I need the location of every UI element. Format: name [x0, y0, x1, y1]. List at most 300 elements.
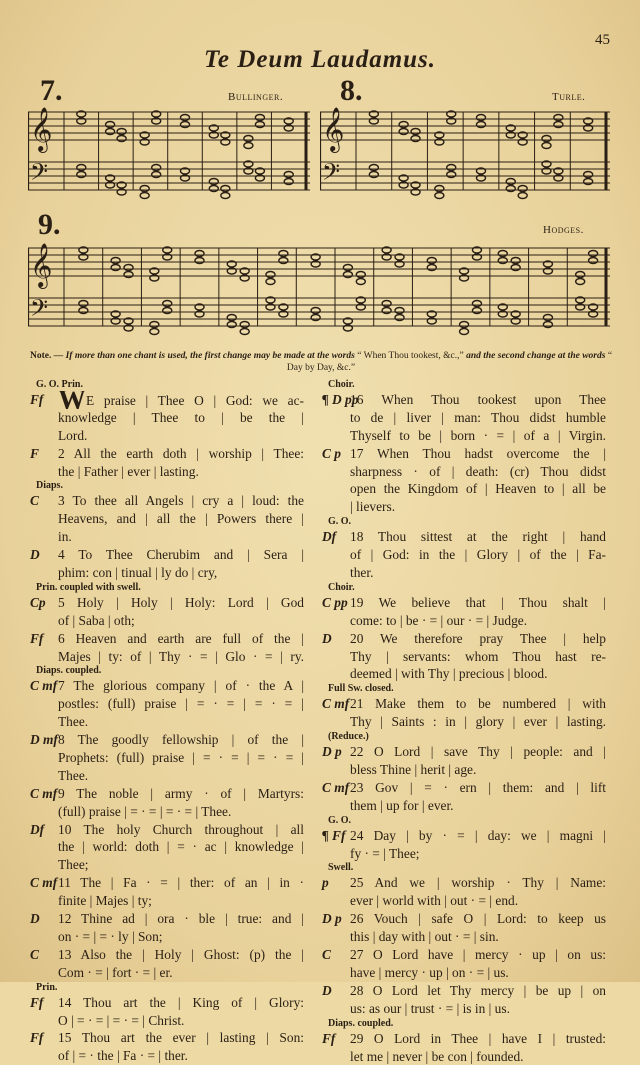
verse-text: let me | never | be con | founded. [350, 1048, 606, 1065]
dynamic-marking [322, 427, 350, 445]
verse-line [322, 761, 606, 779]
verse-line [322, 409, 606, 427]
verse-line [30, 510, 304, 528]
verse-line [322, 1030, 606, 1048]
note-head [511, 258, 520, 264]
note-head [576, 272, 585, 278]
verse-line [30, 821, 304, 839]
verse-line [322, 928, 606, 946]
verse-line [30, 731, 304, 749]
note-head [152, 165, 161, 171]
verse-text: Thee. [58, 713, 304, 731]
note-head [79, 308, 88, 314]
verse-text: the | world: doth | = · ac | knowledge | [58, 838, 304, 856]
note-head [369, 172, 378, 178]
verse-text: (full) praise | = · = | = · = | Thee. [58, 803, 304, 821]
verse-line [30, 546, 304, 564]
treble-clef-icon: 𝄞 [322, 107, 344, 153]
dynamic-marking: Ff [30, 391, 58, 409]
performance-direction: Diaps. coupled. [322, 1018, 606, 1030]
note-head [576, 279, 585, 285]
verse-line [322, 845, 606, 863]
note-head [542, 143, 551, 149]
verse-line [30, 1029, 304, 1047]
dynamic-marking: Cp [30, 594, 58, 612]
dynamic-marking: Ff [30, 630, 58, 648]
verse-line [30, 492, 304, 510]
note-head [77, 165, 86, 171]
verse-text: Prophets: (full) praise | = · = | = · = | [58, 749, 304, 767]
verse-text: 18 Thou sittest at the right | hand [350, 528, 606, 546]
dynamic-marking: D [322, 630, 350, 648]
note-head [435, 193, 444, 199]
note-head [543, 322, 552, 328]
performance-direction: Choir. [322, 379, 606, 391]
verse-line [322, 528, 606, 546]
performance-direction: Full Sw. closed. [322, 683, 606, 695]
dynamic-marking [30, 409, 58, 427]
note-head [279, 258, 288, 264]
chant-number-9: 9. [38, 208, 61, 242]
verse-text: finite | Majes | ty; [58, 892, 304, 910]
dynamic-marking: Df [30, 821, 58, 839]
note-head [506, 186, 515, 192]
note-head [266, 279, 275, 285]
note-text-1: — If more than one chant is used, the first change may be made at the words [54, 351, 355, 361]
note-head [498, 251, 507, 257]
page-title: Te Deum Laudamus. [0, 46, 640, 74]
dynamic-marking [322, 964, 350, 982]
note-head [447, 172, 456, 178]
verse-text: 22 O Lord | save Thy | people: and | [350, 743, 606, 761]
verse-line [30, 427, 304, 445]
performance-direction: Diaps. coupled. [30, 665, 304, 677]
note-head [542, 136, 551, 142]
dynamic-marking: p [322, 874, 350, 892]
dynamic-marking [322, 1048, 350, 1065]
note-head [411, 129, 420, 135]
verse-line [30, 838, 304, 856]
dynamic-marking [30, 510, 58, 528]
verse-line [322, 630, 606, 648]
verse-text: Com · = | fort · = | er. [58, 964, 304, 982]
note-head [77, 172, 86, 178]
dynamic-marking [30, 713, 58, 731]
dynamic-marking: C mf [30, 874, 58, 892]
note-head [584, 172, 593, 178]
note-head [227, 315, 236, 321]
note-head [150, 322, 159, 328]
dynamic-marking [30, 749, 58, 767]
verse-text: of | God: in the | Glory | of the | Fa- [350, 546, 606, 564]
verse-line [322, 498, 606, 516]
verse-line [322, 463, 606, 481]
dynamic-marking [30, 1047, 58, 1065]
dynamic-marking [322, 797, 350, 815]
verse-line [30, 785, 304, 803]
note-head [395, 308, 404, 314]
verse-line [322, 546, 606, 564]
note-head [343, 272, 352, 278]
note-head [356, 279, 365, 285]
dynamic-marking: ¶ D pp [322, 391, 350, 409]
note-head [460, 322, 469, 328]
verse-line [30, 910, 304, 928]
verse-text: E praise | Thee O | God: we ac- [86, 393, 304, 408]
note-head [554, 115, 563, 121]
dynamic-marking: C pp [322, 594, 350, 612]
verse-line [322, 695, 606, 713]
verse-line [322, 713, 606, 731]
treble-clef-icon: 𝄞 [30, 243, 52, 289]
chant-8-composer: Turle. [552, 91, 585, 103]
verse-line [322, 779, 606, 797]
dynamic-marking: D [30, 546, 58, 564]
verse-line [322, 612, 606, 630]
verse-text: 9 The noble | army · of | Martyrs: [58, 785, 304, 803]
canticle-right-column [322, 379, 606, 1065]
verse-line [30, 767, 304, 785]
dynamic-marking [322, 564, 350, 582]
verse-line [30, 630, 304, 648]
verse-line [322, 564, 606, 582]
note-head [472, 301, 481, 307]
dynamic-marking: D [322, 982, 350, 1000]
verse-text: 29 O Lord in Thee | have I | trusted: [350, 1030, 606, 1048]
chant-7-music-staff [28, 104, 310, 210]
verse-line [322, 827, 606, 845]
dynamic-marking [322, 665, 350, 683]
treble-clef-icon: 𝄞 [30, 107, 52, 153]
performance-direction: Choir. [322, 582, 606, 594]
note-head [477, 122, 486, 128]
chant-number-7: 7. [40, 74, 63, 108]
dynamic-marking [322, 892, 350, 910]
verse-line [322, 982, 606, 1000]
chant-number-8: 8. [340, 74, 363, 108]
verse-text: 2 All the earth doth | worship | Thee: [58, 445, 304, 463]
dynamic-marking: C [322, 946, 350, 964]
dynamic-marking: Ff [30, 1029, 58, 1047]
verse-line [30, 928, 304, 946]
dynamic-marking [322, 928, 350, 946]
verse-line [322, 427, 606, 445]
dynamic-marking: Ff [30, 994, 58, 1012]
dynamic-marking [322, 612, 350, 630]
verse-text: 14 Thou art the | King of | Glory: [58, 994, 304, 1012]
verse-text: of | Saba | oth; [58, 612, 304, 630]
note-head [195, 258, 204, 264]
verse-text: deemed | with Thy | precious | blood. [350, 665, 606, 683]
verse-line [30, 648, 304, 666]
note-head [460, 329, 469, 335]
verse-text: 19 We believe that | Thou shalt | [350, 594, 606, 612]
note-head [356, 272, 365, 278]
performance-direction: Swell. [322, 862, 606, 874]
dynamic-marking: C mf [30, 677, 58, 695]
chant-7-composer: Bullinger. [228, 91, 283, 103]
note-head [209, 179, 218, 185]
note-head [124, 272, 133, 278]
verse-text: us: as our | trust · = | is in | us. [350, 1000, 606, 1018]
canticle-left-column [30, 379, 304, 1065]
verse-text: 6 Heaven and earth are full of the | [58, 630, 304, 648]
dynamic-marking: D [30, 910, 58, 928]
dynamic-marking: Ff [322, 1030, 350, 1048]
dynamic-marking: C p [322, 445, 350, 463]
verse-line [322, 480, 606, 498]
note-head [244, 143, 253, 149]
verse-line [322, 1048, 606, 1065]
performance-direction: Prin. coupled with swell. [30, 582, 304, 594]
note-head [163, 308, 172, 314]
verse-line [30, 964, 304, 982]
note-phrase-1: “ When Thou tookest, &c.,” [357, 351, 464, 361]
bass-clef-icon: 𝄢 [30, 158, 48, 191]
verse-line [322, 874, 606, 892]
verse-text: | lievers. [350, 498, 606, 516]
note-head [399, 129, 408, 135]
verse-text: 15 Thou art the ever | lasting | Son: [58, 1029, 304, 1047]
note-head [106, 122, 115, 128]
dynamic-marking [322, 1000, 350, 1018]
note-head [150, 329, 159, 335]
verse-text: 17 When Thou hadst overcome the | [350, 445, 606, 463]
verse-text: Thy | Saints : in | glory | ever | lasting. [350, 713, 606, 731]
note-head [311, 315, 320, 321]
note-head [181, 122, 190, 128]
verse-text: sharpness · of | death: (cr) Thou didst [350, 463, 606, 481]
verse-line [322, 964, 606, 982]
dynamic-marking [30, 695, 58, 713]
dynamic-marking: Df [322, 528, 350, 546]
verse-text: Thee. [58, 767, 304, 785]
note-label: Note. [30, 351, 51, 361]
verse-line [322, 743, 606, 761]
verse-text: 8 The goodly fellowship | of the | [58, 731, 304, 749]
note-head [554, 122, 563, 128]
verse-text: fy · = | Thee; [350, 845, 606, 863]
verse-text: 5 Holy | Holy | Holy: Lord | God [58, 594, 304, 612]
verse-text: of | = · the | Fa · = | ther. [58, 1047, 304, 1065]
verse-line [322, 946, 606, 964]
verse-text: Thyself to be | born · = | of a | Virgin. [350, 427, 606, 445]
note-head [511, 265, 520, 271]
verse-text: 21 Make them to be numbered | with [350, 695, 606, 713]
note-head [181, 115, 190, 121]
verse-text-wrapper [58, 391, 304, 409]
note-head [589, 251, 598, 257]
verse-line [30, 677, 304, 695]
note-head [518, 193, 527, 199]
dynamic-marking [30, 463, 58, 481]
verse-line [322, 648, 606, 666]
dynamic-marking [30, 648, 58, 666]
note-phrase-2: “ Day by Day, &c.” [287, 351, 612, 373]
verse-text: Thee; [58, 856, 304, 874]
note-head [227, 322, 236, 328]
verse-text: bless Thine | herit | age. [350, 761, 606, 779]
dynamic-marking [322, 480, 350, 498]
verse-line [30, 856, 304, 874]
note-head [279, 251, 288, 257]
note-head [163, 301, 172, 307]
note-head [543, 315, 552, 321]
dynamic-marking: C mf [322, 779, 350, 797]
page-number: 45 [595, 32, 610, 49]
dynamic-marking [322, 713, 350, 731]
dynamic-marking: C mf [322, 695, 350, 713]
note-head [518, 186, 527, 192]
verse-text: Majes | ty: of | Thy · = | Glo · = | ry. [58, 648, 304, 666]
note-head [399, 122, 408, 128]
dynamic-marking [30, 528, 58, 546]
dynamic-marking [30, 803, 58, 821]
verse-text: 24 Day | by · = | day: we | magni | [350, 827, 606, 845]
note-head [427, 258, 436, 264]
verse-line [30, 594, 304, 612]
bass-clef-icon: 𝄢 [322, 158, 340, 191]
note-head [411, 136, 420, 142]
dynamic-marking [322, 498, 350, 516]
drop-cap: W [58, 391, 86, 409]
dynamic-marking [30, 612, 58, 630]
note-head [152, 172, 161, 178]
verse-line [30, 695, 304, 713]
note-head [427, 265, 436, 271]
note-head [589, 258, 598, 264]
verse-line [30, 749, 304, 767]
note-head [240, 322, 249, 328]
dynamic-marking [30, 427, 58, 445]
verse-text: open the Kingdom of | Heaven to | all be [350, 480, 606, 498]
verse-text: 13 Also the | Holy | Ghost: (p) the | [58, 946, 304, 964]
note-head [240, 329, 249, 335]
dynamic-marking: C mf [30, 785, 58, 803]
dynamic-marking [30, 856, 58, 874]
chant-change-note [28, 350, 614, 374]
note-head [111, 265, 120, 271]
verse-line [30, 994, 304, 1012]
bass-clef-icon: 𝄢 [30, 294, 48, 327]
dynamic-marking: D mf [30, 731, 58, 749]
verse-text: phim: con | tinual | ly do | cry, [58, 564, 304, 582]
verse-text: 3 To thee all Angels | cry a | loud: the [58, 492, 304, 510]
note-head [584, 179, 593, 185]
verse-line [322, 665, 606, 683]
verse-line [30, 463, 304, 481]
verse-text: 11 The | Fa · = | ther: of an | in · [58, 874, 304, 892]
dynamic-marking: F [30, 445, 58, 463]
dynamic-marking [30, 564, 58, 582]
performance-direction: Prin. [30, 982, 304, 994]
performance-direction: G. O. Prin. [30, 379, 304, 391]
verse-text: the | Father | ever | lasting. [58, 463, 304, 481]
verse-text: 12 Thine ad | ora · ble | true: and | [58, 910, 304, 928]
verse-line [30, 391, 304, 409]
verse-text: in. [58, 528, 304, 546]
note-head [266, 272, 275, 278]
verse-text: them | up for | ever. [350, 797, 606, 815]
note-head [506, 179, 515, 185]
dynamic-marking [30, 892, 58, 910]
verse-line [30, 803, 304, 821]
note-head [343, 265, 352, 271]
note-head [477, 115, 486, 121]
verse-text: this | day with | out · = | sin. [350, 928, 606, 946]
dynamic-marking [322, 546, 350, 564]
note-head [244, 136, 253, 142]
note-head [255, 122, 264, 128]
verse-line [322, 910, 606, 928]
note-head [382, 301, 391, 307]
note-head [221, 193, 230, 199]
verse-line [30, 409, 304, 427]
note-head [111, 258, 120, 264]
note-head [255, 115, 264, 121]
verse-text: 4 To Thee Cherubim and | Sera | [58, 546, 304, 564]
note-head [209, 186, 218, 192]
note-head [124, 265, 133, 271]
verse-text: 16 When Thou tookest upon Thee [350, 391, 606, 409]
dynamic-marking: C [30, 946, 58, 964]
verse-line [322, 594, 606, 612]
verse-text: 27 O Lord have | mercy · up | on us: [350, 946, 606, 964]
note-head [140, 186, 149, 192]
dynamic-marking [322, 761, 350, 779]
dynamic-marking: D p [322, 910, 350, 928]
dynamic-marking [30, 928, 58, 946]
dynamic-marking: C [30, 492, 58, 510]
verse-text: Thy | servants: whom Thou hast re- [350, 648, 606, 666]
verse-text: have | mercy · up | on · = | us. [350, 964, 606, 982]
verse-line [30, 946, 304, 964]
verse-text: 20 We therefore pray Thee | help [350, 630, 606, 648]
note-head [284, 172, 293, 178]
verse-line [30, 564, 304, 582]
note-head [117, 136, 126, 142]
verse-line [30, 874, 304, 892]
verse-text: on · = | = · ly | Son; [58, 928, 304, 946]
verse-text: to de | liver | man: Thou didst humble [350, 409, 606, 427]
verse-line [30, 445, 304, 463]
verse-line [30, 612, 304, 630]
verse-line [322, 797, 606, 815]
verse-text: postles: (full) praise | = · = | = · = | [58, 695, 304, 713]
verse-text: O | = · = | = · = | Christ. [58, 1012, 304, 1030]
note-head [311, 308, 320, 314]
note-head [195, 251, 204, 257]
note-head [498, 258, 507, 264]
verse-line [30, 528, 304, 546]
performance-direction: Diaps. [30, 480, 304, 492]
note-head [106, 129, 115, 135]
dynamic-marking [322, 409, 350, 427]
dynamic-marking [322, 648, 350, 666]
verse-line [322, 1000, 606, 1018]
performance-direction: G. O. [322, 815, 606, 827]
verse-text: 23 Gov | = · ern | them: and | lift [350, 779, 606, 797]
note-head [447, 165, 456, 171]
note-head [382, 308, 391, 314]
note-text-2: and the second change at the words [466, 351, 605, 361]
verse-text: Heavens, and | all the | Powers there | [58, 510, 304, 528]
verse-text: 25 And we | worship · Thy | Name: [350, 874, 606, 892]
chant-9-music-staff [28, 240, 610, 346]
verse-text: ther. [350, 564, 606, 582]
note-head [472, 308, 481, 314]
verse-line [30, 892, 304, 910]
